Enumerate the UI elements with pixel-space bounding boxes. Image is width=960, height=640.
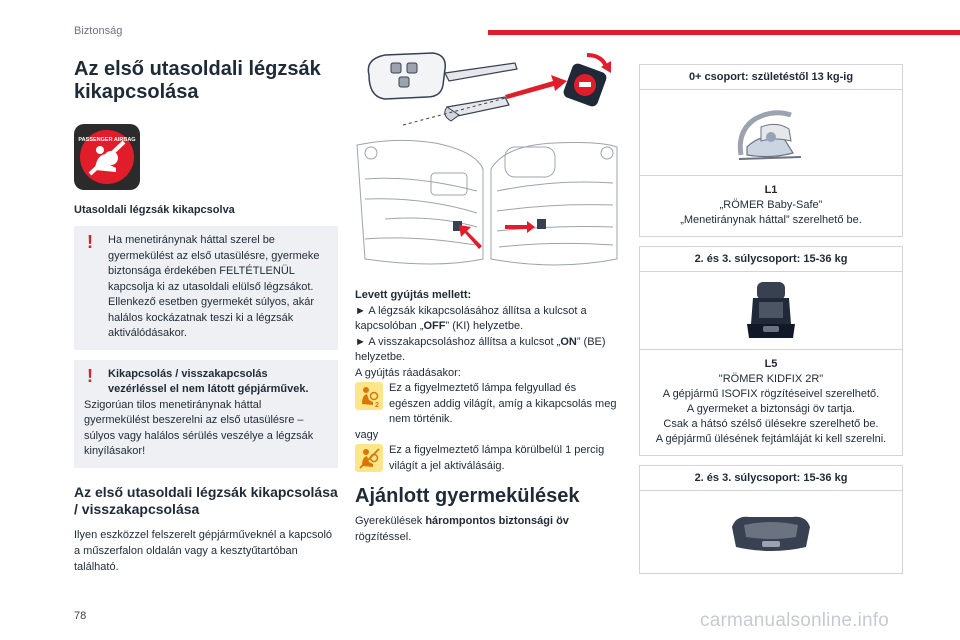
column-right bbox=[639, 64, 903, 574]
airbag-off-icon bbox=[74, 124, 140, 190]
warning-box-rear-facing bbox=[74, 226, 338, 350]
seat-code: L5 bbox=[764, 358, 778, 370]
on-label: ON bbox=[560, 335, 577, 348]
recommended-seats-title: Ajánlott gyermekülések bbox=[355, 485, 580, 507]
warning-box-no-switch bbox=[74, 360, 338, 468]
watermark: carmanualsonline.info bbox=[700, 610, 890, 631]
step-on: ► A visszakapcsoláshoz állítsa a kulcsot „ON” (BE) helyzetbe. bbox=[355, 335, 606, 363]
seat-note: Csak a hátsó szélső ülésekre szerelhető be. bbox=[663, 418, 879, 430]
card-heading: 2. és 3. súlycsoport: 15-36 kg bbox=[640, 247, 902, 272]
subsection-title: Az első utasoldali légzsák kikapcsolása / visszakapcsolása bbox=[74, 483, 338, 517]
section-tag: Biztonság bbox=[74, 25, 123, 37]
booster-with-backrest-image bbox=[640, 272, 902, 350]
page-number: 78 bbox=[74, 610, 87, 622]
step-off: ► A légzsák kikapcsolásához állítsa a kulcsot a kapcsolóban „OFF” (KI) helyzetbe. bbox=[355, 304, 587, 332]
column-middle bbox=[355, 45, 620, 545]
instructions bbox=[355, 288, 620, 474]
warning-icon: ! bbox=[87, 232, 93, 252]
seats-intro: Gyerekülések hárompontos biztonsági öv rögzítéssel. bbox=[355, 515, 569, 543]
seat-name: "RÖMER KIDFIX 2R" bbox=[718, 373, 824, 385]
lamp-on-row bbox=[355, 443, 620, 474]
seat-note: A gépjármű ISOFIX rögzítéseivel szerelhető. bbox=[662, 388, 880, 400]
or-word: vagy bbox=[355, 428, 379, 441]
seat-name: „RÖMER Baby-Safe” bbox=[719, 199, 823, 211]
card-body bbox=[640, 176, 902, 236]
seat-note: A gépjármű ülésének fejtámláját ki kell szerelni. bbox=[655, 433, 887, 445]
lamp-off-text: Ez a figyelmeztető lámpa felgyullad és egészen addig világít, amíg a kikapcsolás meg nem történik. bbox=[389, 382, 617, 425]
switch-location-text: Ilyen eszközzel felszerelt gépjárműveknél a kapcsoló a műszerfalon oldalán vagy a kesztyűtartóban található. bbox=[74, 528, 333, 573]
warning-title: Kikapcsolás / visszakapcsolás vezérléssel el nem látott gépjárművek. bbox=[108, 367, 309, 395]
seat-note: A gyermeket a biztonsági öv tartja. bbox=[686, 403, 856, 415]
warning-icon: ! bbox=[87, 365, 93, 386]
warning-text: Szigorúan tilos menetiránynak háttal gyermekülést beszerelni az első utasülésre – súlyos vagy halálos sérülés veszélye a légzsák kinyílásakor! bbox=[84, 398, 314, 457]
card-body bbox=[640, 350, 902, 455]
baby-carrier-image bbox=[640, 90, 902, 176]
booster-cushion-image bbox=[640, 491, 902, 573]
ignition-off-heading: Levett gyújtás mellett: bbox=[355, 289, 472, 301]
seat-note: „Menetiránynak háttal” szerelhető be. bbox=[680, 214, 862, 226]
dashboard-switch-location-illustration bbox=[355, 139, 620, 279]
airbag-on-lamp-icon bbox=[355, 444, 383, 472]
column-left bbox=[74, 58, 338, 575]
off-label: OFF bbox=[423, 320, 446, 332]
seat-card-booster bbox=[639, 465, 903, 574]
ignition-on-heading: A gyújtás ráadásakor: bbox=[355, 366, 461, 379]
badge-label: PASSENGER AIRBAG bbox=[78, 137, 136, 143]
card-heading: 2. és 3. súlycsoport: 15-36 kg bbox=[640, 466, 902, 491]
lamp-off-row bbox=[355, 381, 620, 428]
card-heading: 0+ csoport: születéstől 13 kg-ig bbox=[640, 65, 902, 90]
lamp-on-text: Ez a figyelmeztető lámpa körülbelül 1 percig világít a jel aktiválásáig. bbox=[389, 444, 605, 472]
seat-card-l5 bbox=[639, 246, 903, 456]
airbag-off-lamp-icon bbox=[355, 382, 383, 410]
key-switch-illustration bbox=[355, 45, 620, 135]
svg-text:2: 2 bbox=[375, 402, 379, 408]
seat-code: L1 bbox=[764, 184, 778, 196]
warning-text: Ha menetiránynak háttal szerel be gyermekülést az első utasülésre, gyermeke biztonsága érdekében FELTÉTLENÜL kapcsolja ki az utasoldali elülső légzsákot. Ellenkező esetben gyermekét súlyos, akár halálos kockázatnak teszi ki a légzsák aktiválódásakor. bbox=[108, 234, 320, 339]
section-accent-bar bbox=[488, 30, 960, 35]
badge-caption: Utasoldali légzsák kikapcsolva bbox=[74, 204, 235, 216]
page-title: Az első utasoldali légzsák kikapcsolása bbox=[74, 58, 321, 103]
seat-card-l1 bbox=[639, 64, 903, 237]
